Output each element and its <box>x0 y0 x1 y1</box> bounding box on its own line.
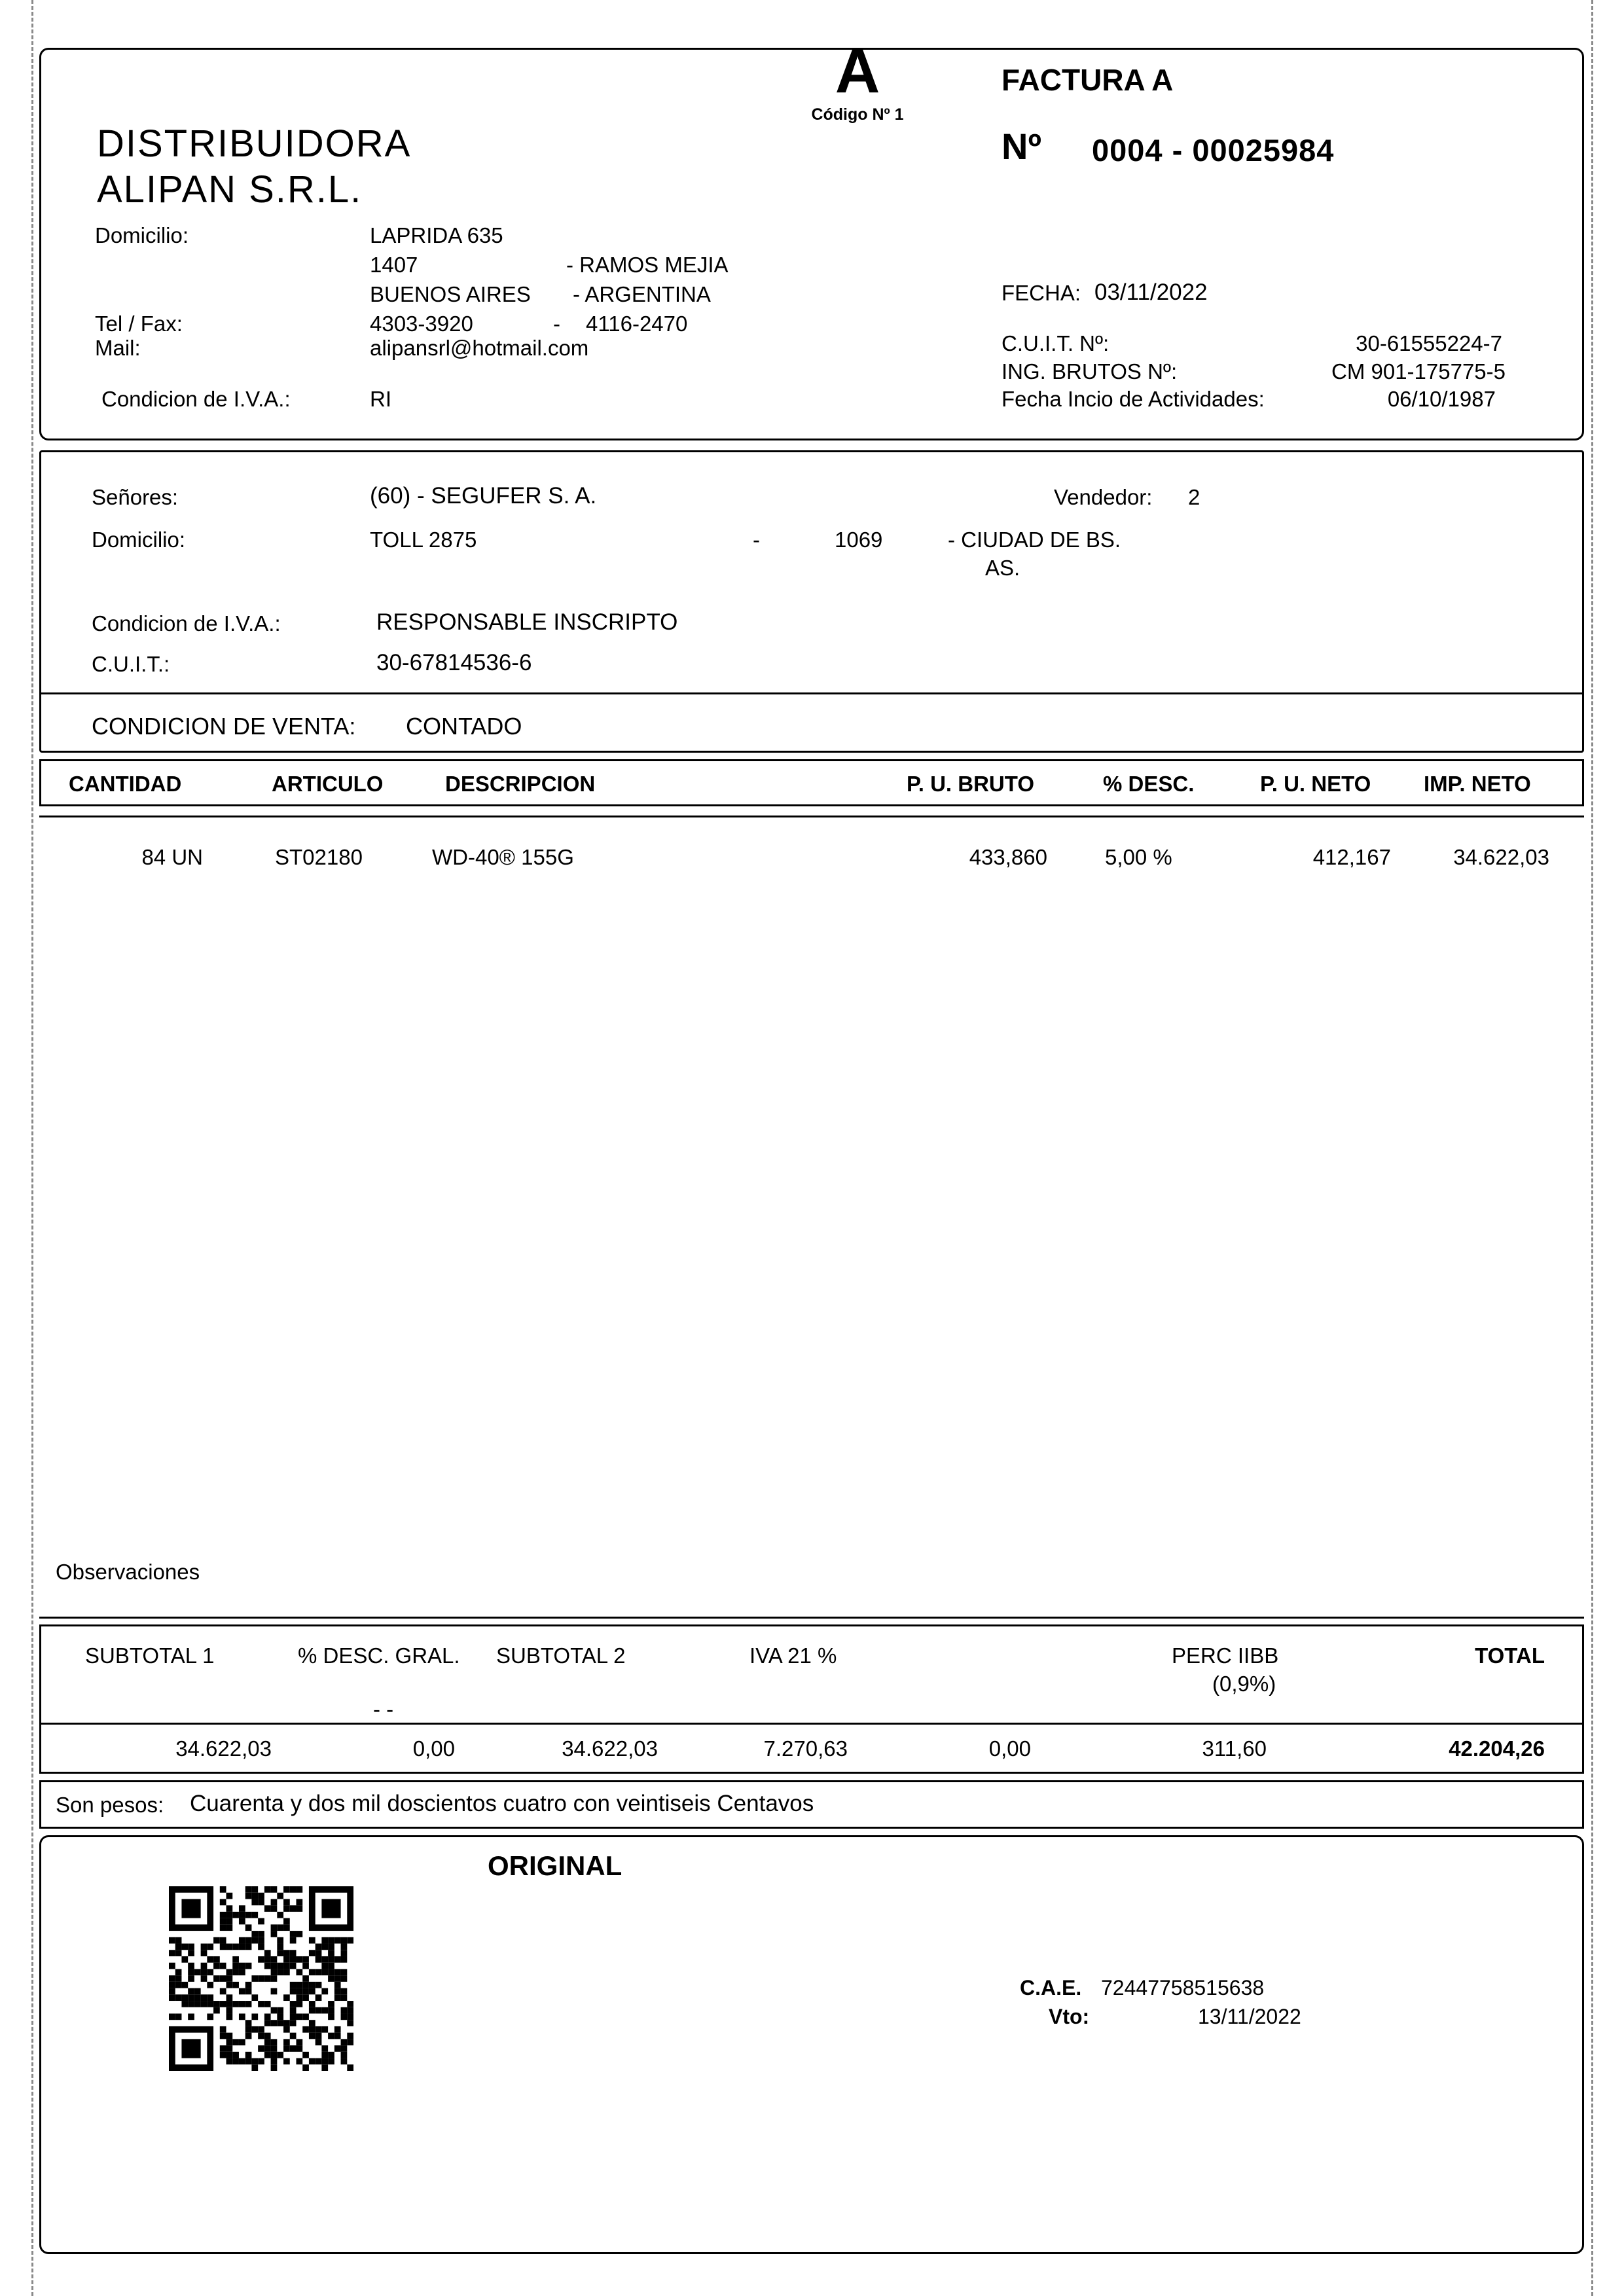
totals-desc-gral-value: 0,00 <box>412 1736 455 1761</box>
item-pu-neto: 412,167 <box>1312 845 1391 869</box>
perforation-left-edge <box>31 0 33 2296</box>
customer-address-city: - CIUDAD DE BS. <box>948 528 1121 552</box>
totals-iva-label: IVA 21 % <box>749 1643 837 1668</box>
col-header-cantidad: CANTIDAD <box>69 772 182 796</box>
company-iibb-value: CM 901-175775-5 <box>1331 359 1506 384</box>
qr-code <box>169 1886 353 2071</box>
customer-cuit-label: C.U.I.T.: <box>92 652 170 676</box>
item-desc: 5,00 % <box>1105 845 1172 869</box>
customer-address-label: Domicilio: <box>92 528 186 552</box>
perforation-right-edge <box>1591 0 1593 2296</box>
copy-type-label: ORIGINAL <box>488 1850 623 1881</box>
customer-cuit-value: 30-67814536-6 <box>376 650 532 675</box>
customer-senores-label: Señores: <box>92 485 179 509</box>
customer-address-street: TOLL 2875 <box>370 528 477 552</box>
totals-perc-iibb-label: PERC IIBB <box>1172 1643 1279 1668</box>
col-header-descripcion: DESCRIPCION <box>445 772 596 796</box>
company-iibb-label: ING. BRUTOS Nº: <box>1001 359 1178 384</box>
items-header-underline <box>39 816 1584 817</box>
company-address-street: LAPRIDA 635 <box>370 223 503 247</box>
col-header-imp-neto: IMP. NETO <box>1424 772 1531 796</box>
observaciones-label: Observaciones <box>56 1560 200 1584</box>
document-type-title: FACTURA A <box>1001 63 1174 97</box>
col-header-articulo: ARTICULO <box>272 772 384 796</box>
company-mail-value: alipansrl@hotmail.com <box>370 336 589 360</box>
company-address-country: - ARGENTINA <box>573 282 711 306</box>
totals-subtotal1-value: 34.622,03 <box>175 1736 272 1761</box>
invoice-number-label: Nº <box>1001 126 1041 167</box>
company-address-city: - RAMOS MEJIA <box>566 253 729 277</box>
company-inicio-label: Fecha Incio de Actividades: <box>1001 387 1265 411</box>
totals-subtotal1-label: SUBTOTAL 1 <box>85 1643 215 1668</box>
customer-box <box>39 450 1584 753</box>
totals-otros-value: 0,00 <box>988 1736 1031 1761</box>
customer-box-divider <box>41 692 1583 694</box>
totals-top-line <box>39 1617 1584 1619</box>
item-descripcion: WD-40® 155G <box>432 845 574 869</box>
item-articulo: ST02180 <box>275 845 363 869</box>
item-pu-bruto: 433,860 <box>969 845 1047 869</box>
invoice-letter: A <box>835 37 880 106</box>
totals-perc-iibb-value: 311,60 <box>1202 1736 1267 1761</box>
company-telfax-label: Tel / Fax: <box>95 312 183 336</box>
totals-iva-value: 7.270,63 <box>763 1736 848 1761</box>
totals-subtotal2-value: 34.622,03 <box>562 1736 658 1761</box>
item-imp-neto: 34.622,03 <box>1453 845 1549 869</box>
company-iva-label: Condicion de I.V.A.: <box>101 387 291 411</box>
col-header-desc: % DESC. <box>1103 772 1195 796</box>
company-name-line2: ALIPAN S.R.L. <box>97 168 363 211</box>
invoice-letter-code: Código Nº 1 <box>811 105 904 124</box>
customer-address-city2: AS. <box>985 556 1020 580</box>
condicion-venta-value: CONTADO <box>406 713 522 740</box>
invoice-date-value: 03/11/2022 <box>1094 279 1208 305</box>
company-address-label: Domicilio: <box>95 223 189 247</box>
vendedor-label: Vendedor: <box>1054 485 1153 509</box>
company-address-province: BUENOS AIRES <box>370 282 531 306</box>
totals-desc-gral-mark: - - <box>373 1697 394 1721</box>
qr-code-svg <box>169 1886 353 2071</box>
invoice-number-value: 0004 - 00025984 <box>1092 133 1335 168</box>
company-mail-label: Mail: <box>95 336 141 360</box>
item-cantidad: 84 UN <box>141 845 203 869</box>
company-cuit-label: C.U.I.T. Nº: <box>1001 331 1110 355</box>
vto-value: 13/11/2022 <box>1198 2005 1301 2028</box>
company-cuit-value: 30-61555224-7 <box>1356 331 1502 355</box>
customer-iva-value: RESPONSABLE INSCRIPTO <box>376 609 678 635</box>
col-header-pu-neto: P. U. NETO <box>1260 772 1371 796</box>
customer-address-zip: 1069 <box>835 528 883 552</box>
invoice-date-label: FECHA: <box>1001 281 1081 305</box>
customer-address-separator: - <box>753 528 760 552</box>
condicion-venta-label: CONDICION DE VENTA: <box>92 713 356 740</box>
son-pesos-value: Cuarenta y dos mil doscientos cuatro con veintiseis Centavos <box>190 1791 814 1816</box>
vendedor-value: 2 <box>1188 485 1200 509</box>
vto-label: Vto: <box>1049 2005 1090 2028</box>
totals-divider <box>41 1723 1583 1725</box>
cae-label: C.A.E. <box>1020 1976 1082 2000</box>
son-pesos-label: Son pesos: <box>56 1793 164 1817</box>
company-inicio-value: 06/10/1987 <box>1387 387 1496 411</box>
totals-perc-iibb-rate: (0,9%) <box>1212 1672 1276 1696</box>
company-address-zip: 1407 <box>370 253 418 277</box>
totals-total-value: 42.204,26 <box>1449 1736 1545 1761</box>
company-telfax-2: 4116-2470 <box>586 312 688 336</box>
totals-desc-gral-label: % DESC. GRAL. <box>298 1643 460 1668</box>
cae-value: 72447758515638 <box>1101 1976 1265 2000</box>
totals-total-label: TOTAL <box>1475 1643 1545 1668</box>
company-telfax-separator: - <box>553 312 560 336</box>
company-iva-value: RI <box>370 387 391 411</box>
customer-iva-label: Condicion de I.V.A.: <box>92 611 281 636</box>
customer-name: (60) - SEGUFER S. A. <box>370 483 597 509</box>
company-telfax-1: 4303-3920 <box>370 312 473 336</box>
totals-subtotal2-label: SUBTOTAL 2 <box>496 1643 626 1668</box>
col-header-pu-bruto: P. U. BRUTO <box>907 772 1034 796</box>
company-name-line1: DISTRIBUIDORA <box>97 122 412 165</box>
